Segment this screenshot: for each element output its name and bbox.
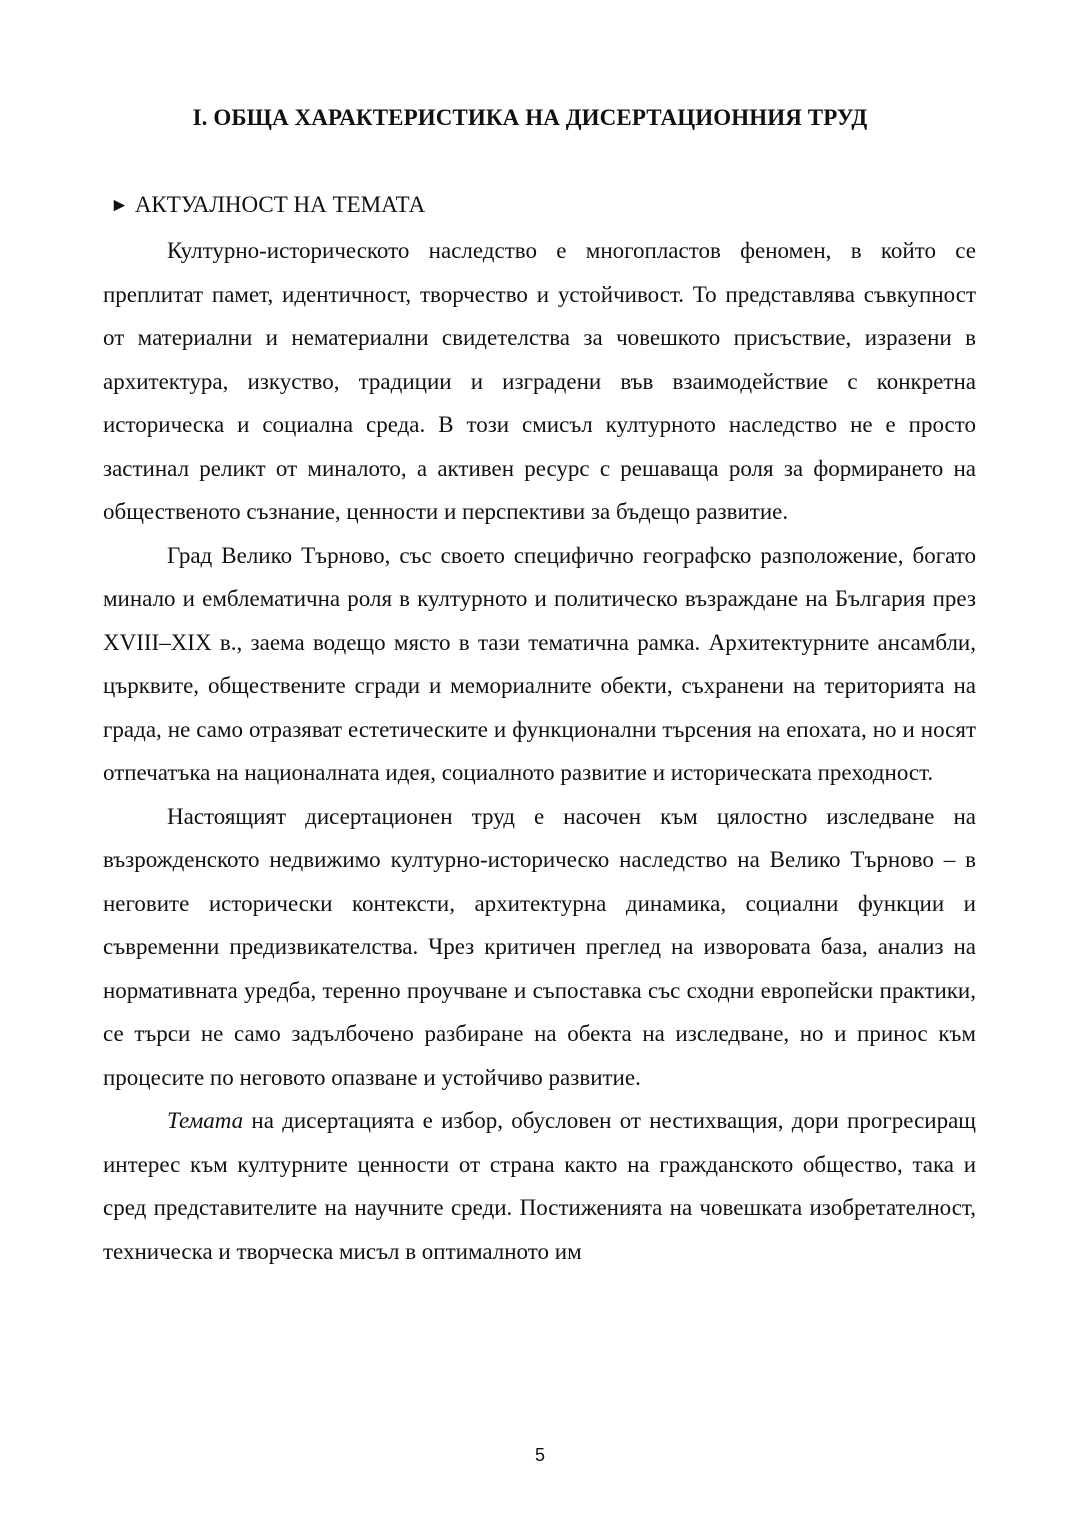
chapter-title: I. ОБЩА ХАРАКТЕРИСТИКА НА ДИСЕРТАЦИОННИЯ ТРУД: [192, 105, 868, 130]
paragraph-dissertation-focus: Настоящият дисертационен труд е насочен към цялостно изследване на възрожденското недвижимо културно-историческо наследство на Велико Търново – в неговите исторически контексти, архитектурна динамика, социални функции и съвременни предизвикателства. Чрез критичен преглед на изворовата база, анализ на нормативната уредба, теренно проучване и съпоставка със сходни европейски практики, се търси не само задълбочено разбиране на обекта на изследване, но и принос към процесите по неговото опазване и устойчиво развитие.: [103, 803, 976, 1090]
body-text: [103, 229, 976, 1273]
triangle-bullet-icon: ►: [110, 195, 129, 216]
paragraph-topic-choice-text: на дисертацията е избор, обусловен от нестихващия, дори прогресиращ интерес към културните ценности от страна както на гражданското общество, така и сред представителите на научните среди. Постиженията на човешката изобретателност, техническа и творческа мисъл в оптималното им: [103, 1108, 976, 1264]
section-title: АКТУАЛНОСТ НА ТЕМАТА: [134, 192, 426, 217]
paragraph-topic-choice: [103, 1099, 976, 1273]
paragraph-cultural-heritage: Културно-историческото наследство е многопластов феномен, в който се преплитат памет, идентичност, творчество и устойчивост. То представлява съвкупност от материални и нематериални свидетелства за човешкото присъствие, изразени в архитектура, изкуство, традиции и изградени във взаимодействие с конкретна историческа и социална среда. В този смисъл културното наследство не е просто застинал реликт от миналото, а активен ресурс с решаваща роля за формирането на общественото съзнание, ценности и перспективи за бъдещо развитие.: [103, 238, 976, 524]
section-heading: [110, 187, 425, 225]
paragraph-veliko-tarnovo: Град Велико Търново, със своето специфично географско разположение, богато минало и емблематична роля в културното и политическо възраждане на България през XVIII–XIX в., заема водещо място в тази тематична рамка. Архитектурните ансамбли, църквите, обществените сгради и мемориалните обекти, съхранени на територията на града, не само отразяват естетическите и функционални търсения на епохата, но и носят отпечатъка на националната идея, социалното развитие и историческата преходност.: [103, 542, 976, 785]
italic-term-topic: Темата: [167, 1108, 244, 1133]
page-number: 5: [534, 1445, 545, 1465]
